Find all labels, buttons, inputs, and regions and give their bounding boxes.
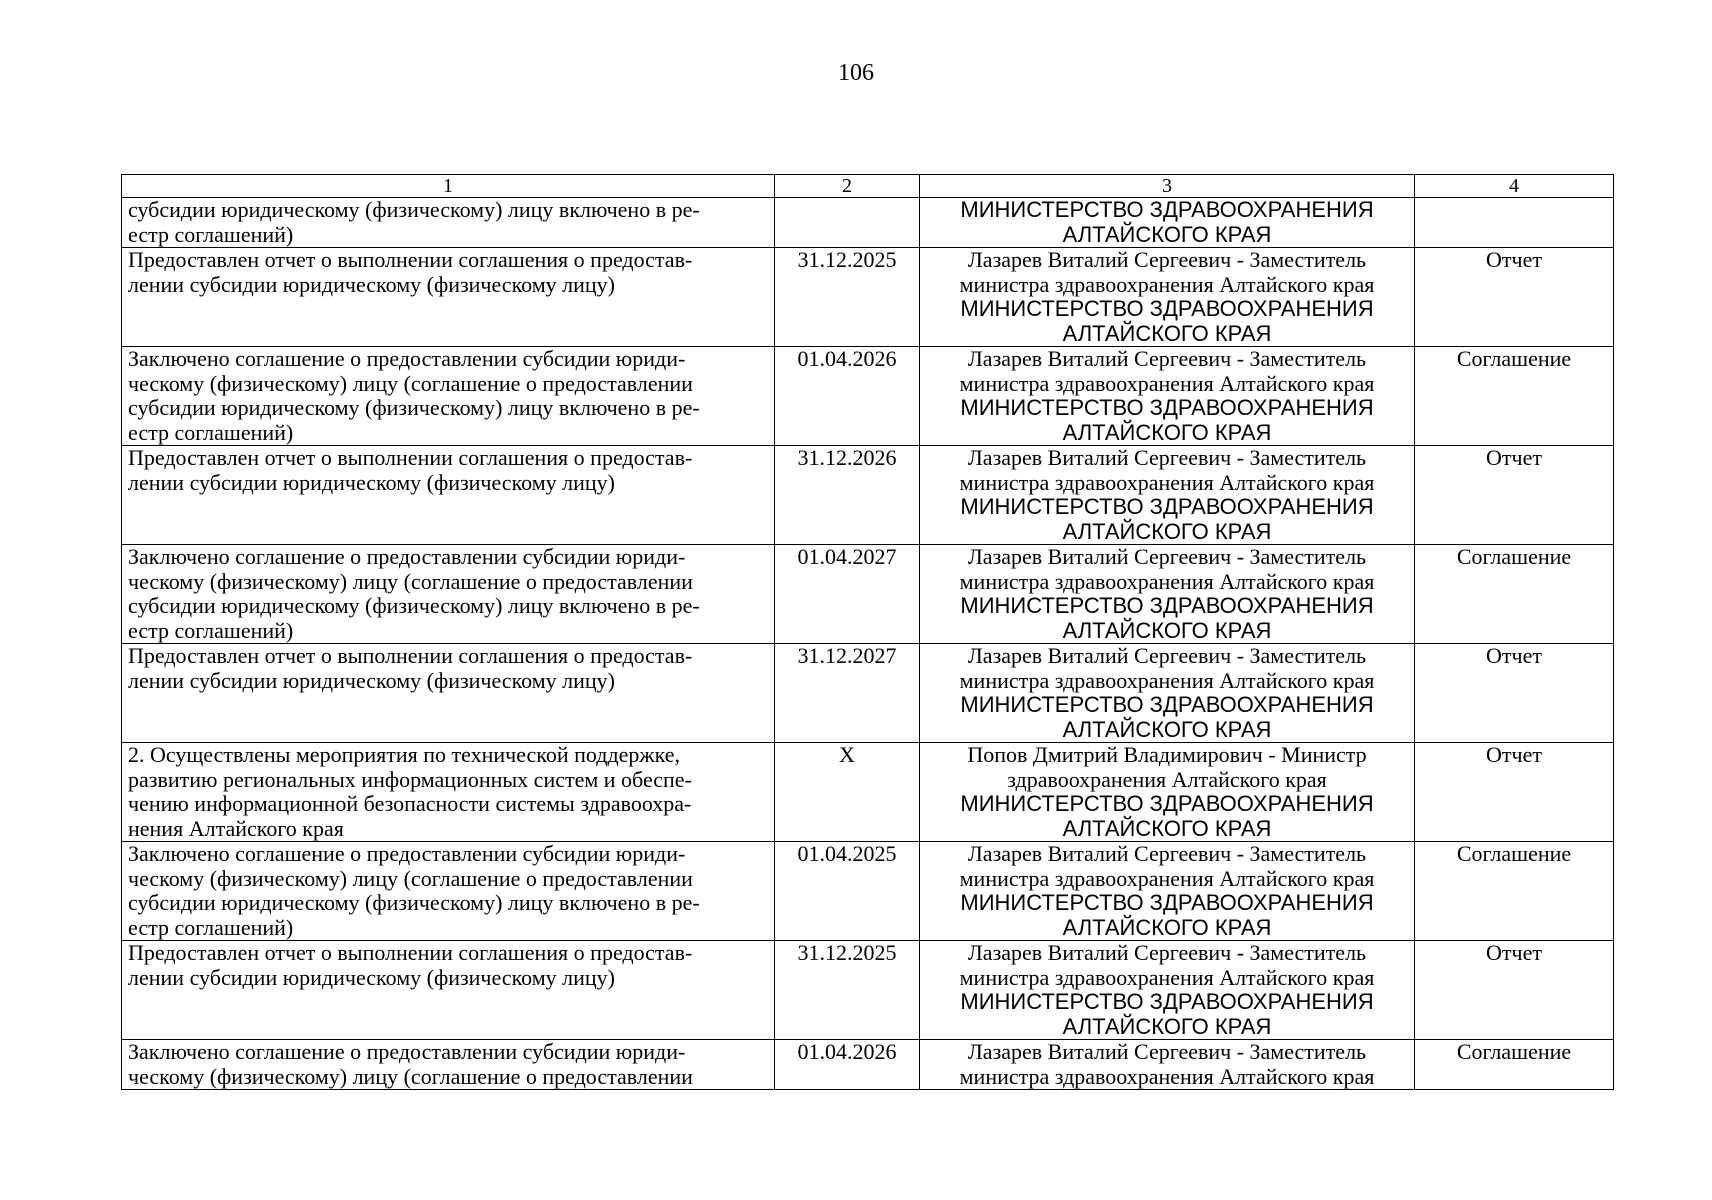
responsible-cell bbox=[920, 545, 1415, 644]
document-type-cell: Отчет bbox=[1415, 446, 1614, 545]
event-description-line: естр соглашений) bbox=[128, 617, 294, 643]
column-header: 1 bbox=[122, 175, 775, 198]
event-description-line: нения Алтайского края bbox=[128, 815, 344, 841]
event-description-line: Заключено соглашение о предоставлении субсидии юриди- bbox=[128, 346, 686, 371]
responsible-cell bbox=[920, 842, 1415, 941]
responsible-person: Попов Дмитрий Владимирович - Министр здравоохранения Алтайского края bbox=[967, 742, 1367, 792]
responsible-cell bbox=[920, 1040, 1415, 1090]
event-date-cell bbox=[775, 198, 920, 248]
responsible-cell bbox=[920, 347, 1415, 446]
responsible-organization: МИНИСТЕРСТВО ЗДРАВООХРАНЕНИЯ АЛТАЙСКОГО КРАЯ bbox=[960, 197, 1374, 247]
responsible-organization: МИНИСТЕРСТВО ЗДРАВООХРАНЕНИЯ АЛТАЙСКОГО КРАЯ bbox=[960, 494, 1374, 544]
column-header: 4 bbox=[1415, 175, 1614, 198]
event-description-line: Заключено соглашение о предоставлении субсидии юриди- bbox=[128, 544, 686, 569]
event-description-line: Предоставлен отчет о выполнении соглашения о предостав- bbox=[128, 940, 693, 965]
event-description-line: 2. Осуществлены мероприятия по технической поддержке, bbox=[128, 742, 681, 767]
table-row bbox=[122, 248, 1614, 347]
event-description-cell bbox=[122, 1040, 775, 1090]
event-date-cell: 31.12.2025 bbox=[775, 248, 920, 347]
table-row bbox=[122, 446, 1614, 545]
event-date-cell: 01.04.2026 bbox=[775, 347, 920, 446]
responsible-organization: МИНИСТЕРСТВО ЗДРАВООХРАНЕНИЯ АЛТАЙСКОГО КРАЯ bbox=[960, 296, 1374, 346]
responsible-person: Лазарев Виталий Сергеевич - Заместитель министра здравоохранения Алтайского края bbox=[959, 940, 1375, 990]
document-type-cell: Соглашение bbox=[1415, 1040, 1614, 1090]
event-description-cell bbox=[122, 842, 775, 941]
responsible-person: Лазарев Виталий Сергеевич - Заместитель министра здравоохранения Алтайского края bbox=[959, 643, 1375, 693]
table-row bbox=[122, 545, 1614, 644]
table-row bbox=[122, 743, 1614, 842]
responsible-organization: МИНИСТЕРСТВО ЗДРАВООХРАНЕНИЯ АЛТАЙСКОГО КРАЯ bbox=[960, 890, 1374, 940]
event-description-line: ческому (физическому) лицу (соглашение о предоставлении bbox=[128, 1063, 693, 1089]
document-type-cell: Соглашение bbox=[1415, 842, 1614, 941]
events-table bbox=[121, 174, 1614, 1090]
document-type-cell bbox=[1415, 198, 1614, 248]
event-description-line: лении субсидии юридическому (физическому лицу) bbox=[128, 667, 615, 693]
event-description-line: естр соглашений) bbox=[128, 419, 294, 445]
event-description-line: чению информационной безопасности системы здравоохра- bbox=[128, 791, 692, 816]
event-description-line: Предоставлен отчет о выполнении соглашения о предостав- bbox=[128, 643, 693, 668]
responsible-cell bbox=[920, 941, 1415, 1040]
event-date-cell: X bbox=[775, 743, 920, 842]
table-row bbox=[122, 198, 1614, 248]
event-description-cell bbox=[122, 198, 775, 248]
table-row bbox=[122, 347, 1614, 446]
event-description-line: Заключено соглашение о предоставлении субсидии юриди- bbox=[128, 841, 686, 866]
event-description-line: Предоставлен отчет о выполнении соглашения о предостав- bbox=[128, 247, 693, 272]
event-description-cell bbox=[122, 545, 775, 644]
event-description-cell bbox=[122, 248, 775, 347]
event-date-cell: 31.12.2026 bbox=[775, 446, 920, 545]
responsible-cell bbox=[920, 446, 1415, 545]
event-description-line: субсидии юридическому (физическому) лицу включено в ре- bbox=[128, 593, 700, 618]
table-row bbox=[122, 644, 1614, 743]
event-description-line: естр соглашений) bbox=[128, 221, 294, 247]
responsible-organization: МИНИСТЕРСТВО ЗДРАВООХРАНЕНИЯ АЛТАЙСКОГО КРАЯ bbox=[960, 395, 1374, 445]
event-date-cell: 31.12.2025 bbox=[775, 941, 920, 1040]
document-type-cell: Отчет bbox=[1415, 743, 1614, 842]
responsible-person: Лазарев Виталий Сергеевич - Заместитель министра здравоохранения Алтайского края bbox=[959, 841, 1375, 891]
responsible-cell bbox=[920, 198, 1415, 248]
event-description-line: Заключено соглашение о предоставлении субсидии юриди- bbox=[128, 1039, 686, 1064]
event-description-cell bbox=[122, 644, 775, 743]
event-date-cell: 01.04.2026 bbox=[775, 1040, 920, 1090]
table-row bbox=[122, 1040, 1614, 1090]
responsible-person: Лазарев Виталий Сергеевич - Заместитель министра здравоохранения Алтайского края bbox=[959, 544, 1375, 594]
event-date-cell: 01.04.2025 bbox=[775, 842, 920, 941]
event-description-cell bbox=[122, 941, 775, 1040]
table-row bbox=[122, 941, 1614, 1040]
responsible-cell bbox=[920, 743, 1415, 842]
column-header: 2 bbox=[775, 175, 920, 198]
event-description-line: ческому (физическому) лицу (соглашение о предоставлении bbox=[128, 568, 693, 594]
responsible-organization: МИНИСТЕРСТВО ЗДРАВООХРАНЕНИЯ АЛТАЙСКОГО КРАЯ bbox=[960, 989, 1374, 1039]
document-type-cell: Отчет bbox=[1415, 941, 1614, 1040]
event-description-line: субсидии юридическому (физическому) лицу включено в ре- bbox=[128, 395, 700, 420]
event-description-cell bbox=[122, 743, 775, 842]
document-type-cell: Соглашение bbox=[1415, 347, 1614, 446]
document-type-cell: Соглашение bbox=[1415, 545, 1614, 644]
event-description-line: естр соглашений) bbox=[128, 914, 294, 940]
column-header: 3 bbox=[920, 175, 1415, 198]
event-description-line: ческому (физическому) лицу (соглашение о предоставлении bbox=[128, 865, 693, 891]
event-description-cell bbox=[122, 347, 775, 446]
responsible-person: Лазарев Виталий Сергеевич - Заместитель министра здравоохранения Алтайского края bbox=[959, 346, 1375, 396]
responsible-organization: МИНИСТЕРСТВО ЗДРАВООХРАНЕНИЯ АЛТАЙСКОГО КРАЯ bbox=[960, 692, 1374, 742]
document-type-cell: Отчет bbox=[1415, 644, 1614, 743]
table-header-row bbox=[122, 175, 1614, 198]
event-description-cell bbox=[122, 446, 775, 545]
responsible-person: Лазарев Виталий Сергеевич - Заместитель министра здравоохранения Алтайского края bbox=[959, 445, 1375, 495]
table-row bbox=[122, 842, 1614, 941]
responsible-person: Лазарев Виталий Сергеевич - Заместитель министра здравоохранения Алтайского края bbox=[959, 247, 1375, 297]
table-body bbox=[122, 198, 1614, 1090]
event-description-line: субсидии юридическому (физическому) лицу включено в ре- bbox=[128, 197, 700, 222]
event-description-line: развитию региональных информационных систем и обеспе- bbox=[128, 766, 692, 792]
event-description-line: лении субсидии юридическому (физическому лицу) bbox=[128, 469, 615, 495]
document-type-cell: Отчет bbox=[1415, 248, 1614, 347]
responsible-organization: МИНИСТЕРСТВО ЗДРАВООХРАНЕНИЯ АЛТАЙСКОГО КРАЯ bbox=[960, 593, 1374, 643]
event-description-line: субсидии юридическому (физическому) лицу включено в ре- bbox=[128, 890, 700, 915]
responsible-organization: МИНИСТЕРСТВО ЗДРАВООХРАНЕНИЯ АЛТАЙСКОГО КРАЯ bbox=[960, 791, 1374, 841]
event-description-line: лении субсидии юридическому (физическому лицу) bbox=[128, 271, 615, 297]
page-number: 106 bbox=[838, 60, 874, 86]
event-description-line: лении субсидии юридическому (физическому лицу) bbox=[128, 964, 615, 990]
responsible-cell bbox=[920, 248, 1415, 347]
event-date-cell: 01.04.2027 bbox=[775, 545, 920, 644]
event-date-cell: 31.12.2027 bbox=[775, 644, 920, 743]
responsible-cell bbox=[920, 644, 1415, 743]
responsible-person: Лазарев Виталий Сергеевич - Заместитель министра здравоохранения Алтайского края bbox=[959, 1039, 1375, 1089]
event-description-line: ческому (физическому) лицу (соглашение о предоставлении bbox=[128, 370, 693, 396]
event-description-line: Предоставлен отчет о выполнении соглашения о предостав- bbox=[128, 445, 693, 470]
